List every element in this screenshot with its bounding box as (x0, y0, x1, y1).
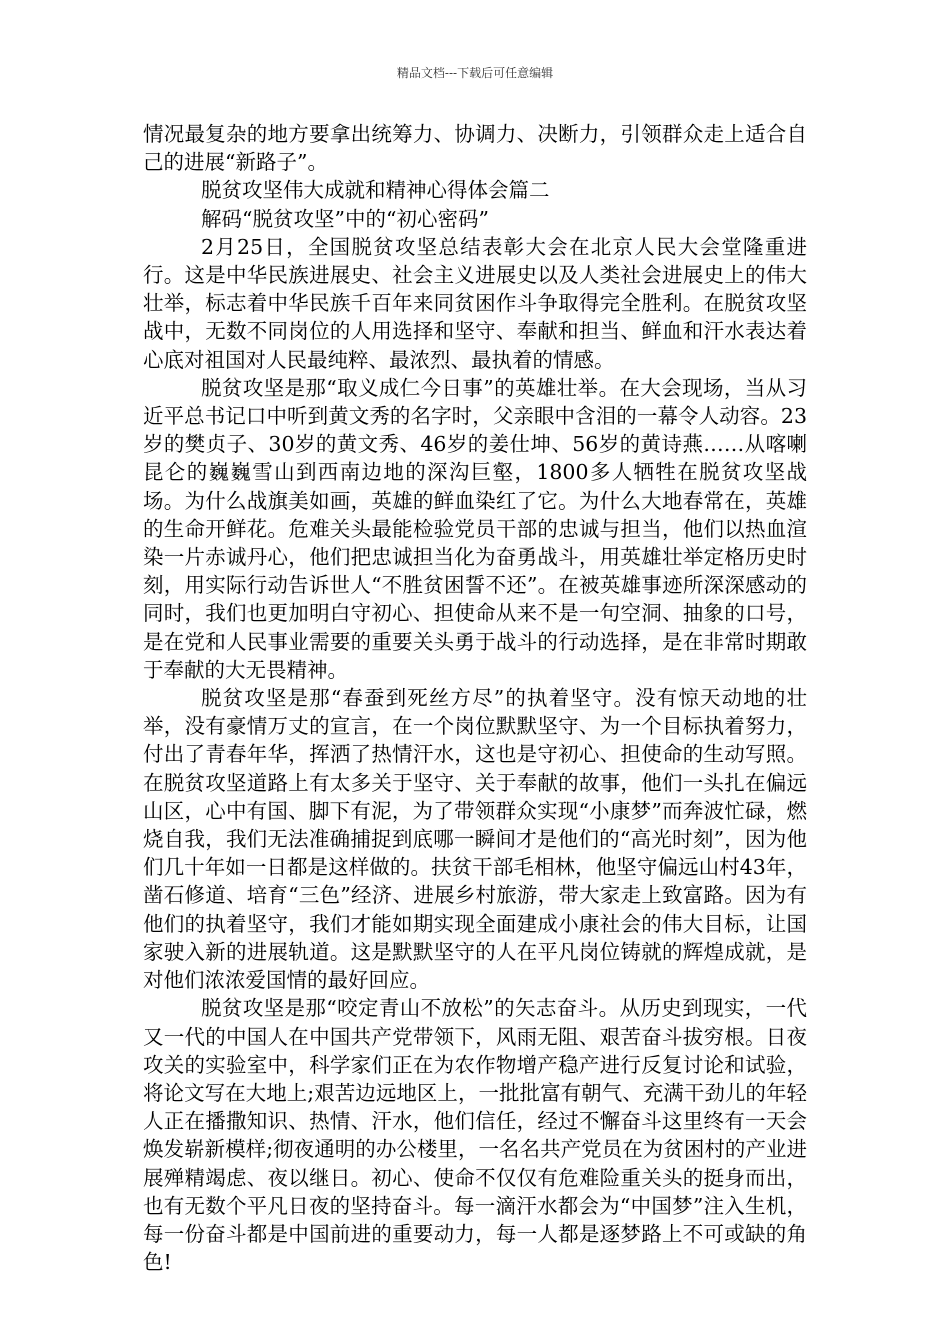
paragraph-continuation: 情况最复杂的地方要拿出统筹力、协调力、决断力，引领群众走上适合自己的进展“新路子”。 (143, 122, 807, 175)
paragraph: 2月25日，全国脱贫攻坚总结表彰大会在北京人民大会堂隆重进行。这是中华民族进展史、社会主义进展史以及人类社会进展史上的伟大壮举，标志着中华民族千百年来同贫困作斗争取得完全胜利。在脱贫攻坚战中，无数不同岗位的人用选择和坚守、奉献和担当、鲜血和汗水表达着心底对祖国对人民最纯粹、最浓烈、最执着的情感。 (143, 234, 807, 372)
section-title: 脱贫攻坚伟大成就和精神心得体会篇二 (201, 178, 550, 203)
paragraph: 脱贫攻坚是那“春蚕到死丝方尽”的执着坚守。没有惊天动地的壮举，没有豪情万丈的宣言，在一个岗位默默坚守、为一个目标执着努力，付出了青春年华，挥洒了热情汗水，这也是守初心、担使命的生动写照。在脱贫攻坚道路上有太多关于坚守、关于奉献的故事，他们一头扎在偏远山区，心中有国、脚下有泥，为了带领群众实现“小康梦”而奔波忙碌，燃烧自我，我们无法准确捕捉到底哪一瞬间才是他们的“高光时刻”，因为他们几十年如一日都是这样做的。扶贫干部毛相林，他坚守偏远山村43年，凿石修道、培育“三色”经济、进展乡村旅游，带大家走上致富路。因为有他们的执着坚守，我们才能如期实现全面建成小康社会的伟大目标，让国家驶入新的进展轨道。这是默默坚守的人在平凡岗位铸就的辉煌成就，是对他们浓浓爱国情的最好回应。 (143, 686, 807, 993)
paragraph: 脱贫攻坚是那“咬定青山不放松”的矢志奋斗。从历史到现实，一代又一代的中国人在中国共产党带领下，风雨无阻、艰苦奋斗拔穷根。日夜攻关的实验室中，科学家们正在为农作物增产稳产进行反复讨论和试验，将论文写在大地上;艰苦边远地区上，一批批富有朝气、充满干劲儿的年轻人正在播撒知识、热情、汗水，他们信任，经过不懈奋斗这里终有一天会焕发崭新模样;彻夜通明的办公楼里，一名名共产党员在为贫困村的产业进展殚精竭虑、夜以继日。初心、使命不仅仅有危难险重关头的挺身而出，也有无数个平凡日夜的坚持奋斗。每一滴汗水都会为“中国梦”注入生机，每一份奋斗都是中国前进的重要动力，每一人都是逐梦路上不可或缺的角色! (143, 996, 807, 1275)
paragraph: 脱贫攻坚是那“取义成仁今日事”的英雄壮举。在大会现场，当从习近平总书记口中听到黄文秀的名字时，父亲眼中含泪的一幕令人动容。23岁的樊贞子、30岁的黄文秀、46岁的姜仕坤、56岁的黄诗燕……从喀喇昆仑的巍巍雪山到西南边地的深沟巨壑，1800多人牺牲在脱贫攻坚战场。为什么战旗美如画，英雄的鲜血染红了它。为什么大地春常在，英雄的生命开鲜花。危难关头最能检验党员干部的忠诚与担当，他们以热血渲染一片赤诚丹心，他们把忠诚担当化为奋勇战斗，用英雄壮举定格历史时刻，用实际行动告诉世人“不胜贫困誓不还”。在被英雄事迹所深深感动的同时，我们也更加明白守初心、担使命从来不是一句空洞、抽象的口号，是在党和人民事业需要的重要关头勇于战斗的行动选择，是在非常时期敢于奉献的大无畏精神。 (143, 375, 807, 682)
article-title: 解码“脱贫攻坚”中的“初心密码” (201, 206, 489, 231)
document-body (143, 120, 807, 1276)
page-header: 精品文档---下载后可任意编辑 (396, 66, 554, 80)
